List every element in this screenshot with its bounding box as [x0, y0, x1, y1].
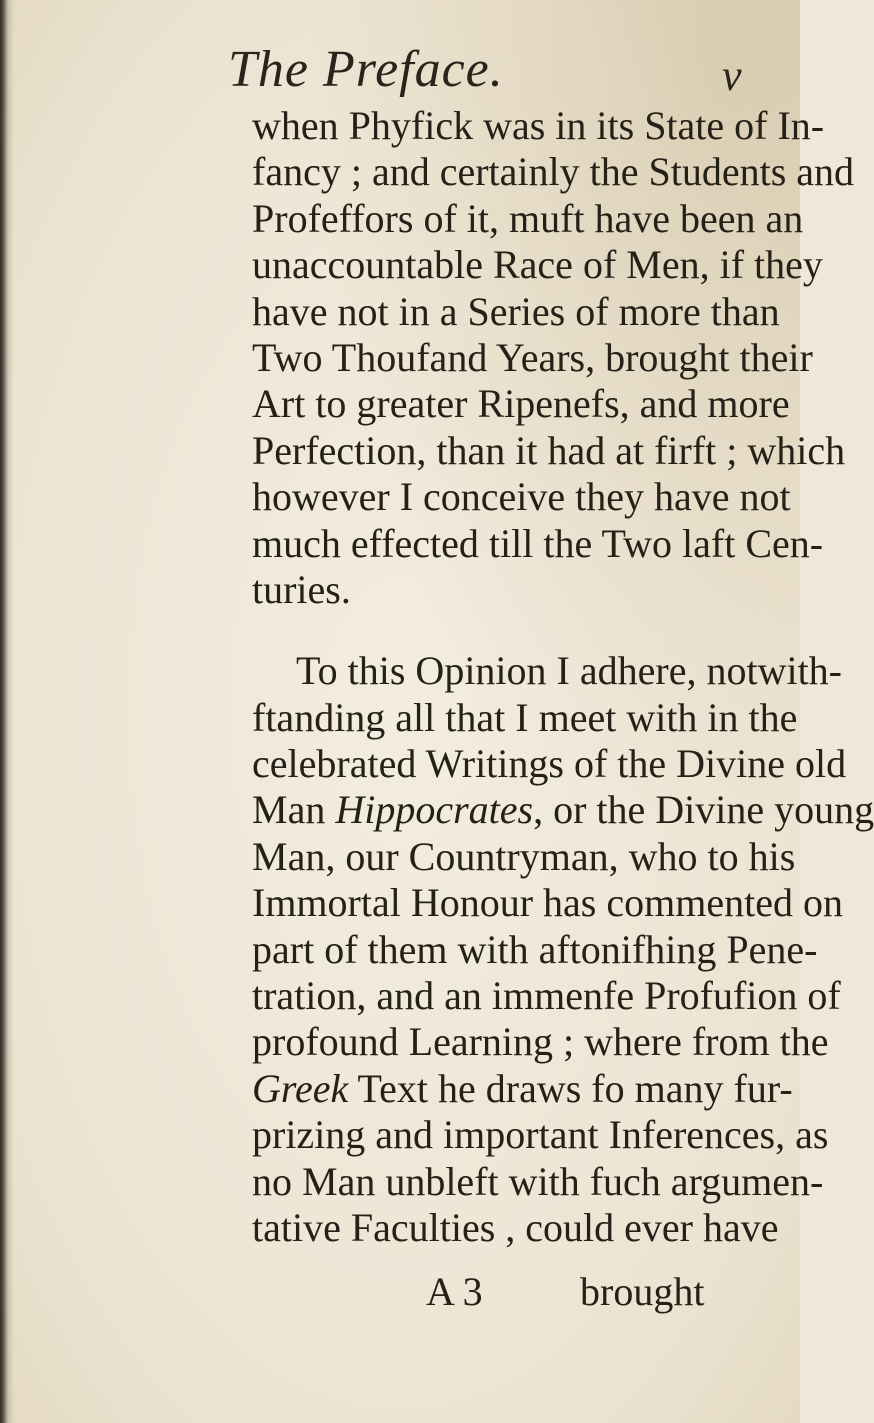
text-line: [252, 1065, 793, 1112]
running-head: [0, 30, 800, 110]
text-line: Perfection, than it had at firft ; which: [252, 427, 846, 473]
body-text: [252, 103, 874, 1251]
paragraph-1: [252, 103, 855, 613]
text-span: Text he draws fo many fur-: [357, 1065, 793, 1111]
text-line: have not in a Series of more than: [252, 288, 780, 334]
catchword: brought: [580, 1269, 705, 1314]
text-line: Art to greater Ripenefs, and more: [252, 381, 790, 427]
page-footer: [0, 1268, 800, 1318]
paragraph-2: [252, 648, 874, 1251]
text-line: fancy ; and certainly the Students and: [252, 149, 855, 195]
text-line: turies.: [252, 566, 351, 612]
paragraph-gap: [252, 613, 772, 648]
text-span: Man: [252, 787, 326, 833]
text-line: tative Faculties , could ever have: [252, 1204, 779, 1250]
signature-mark: A 3: [426, 1269, 483, 1314]
text-line: profound Learning ; where from the: [252, 1019, 829, 1065]
text-line: ftanding all that I meet with in the: [252, 694, 798, 740]
text-line: when Phyfick was in its State of In-: [252, 103, 825, 148]
page-number: v: [722, 51, 742, 100]
text-line: Profeffors of it, muft have been an: [252, 195, 804, 241]
italic-word: Greek: [252, 1065, 349, 1111]
text-span: , or the Divine young: [533, 787, 874, 833]
text-line: Man, our Countryman, who to his: [252, 833, 796, 879]
text-line: [252, 787, 874, 833]
text-line: celebrated Writings of the Divine old: [252, 741, 847, 787]
text-line: Immortal Honour has commented on: [252, 880, 843, 926]
italic-name: Hippocrates: [335, 787, 534, 833]
text-line: no Man unbleft with fuch argumen-: [252, 1158, 824, 1204]
text-line: unaccountable Race of Men, if they: [252, 242, 823, 288]
text-line: much effected till the Two laft Cen-: [252, 520, 824, 566]
text-line: tration, and an immenfe Profufion of: [252, 973, 841, 1019]
text-line: To this Opinion I adhere, notwith-: [296, 648, 842, 694]
page-title: The Preface.: [228, 41, 504, 98]
text-line: part of them with aftonifhing Pene-: [252, 926, 818, 972]
text-line: prizing and important Inferences, as: [252, 1112, 829, 1158]
text-line: however I conceive they have not: [252, 474, 791, 520]
text-line: Two Thoufand Years, brought their: [252, 334, 813, 380]
page-gutter-shadow: [0, 0, 14, 1423]
